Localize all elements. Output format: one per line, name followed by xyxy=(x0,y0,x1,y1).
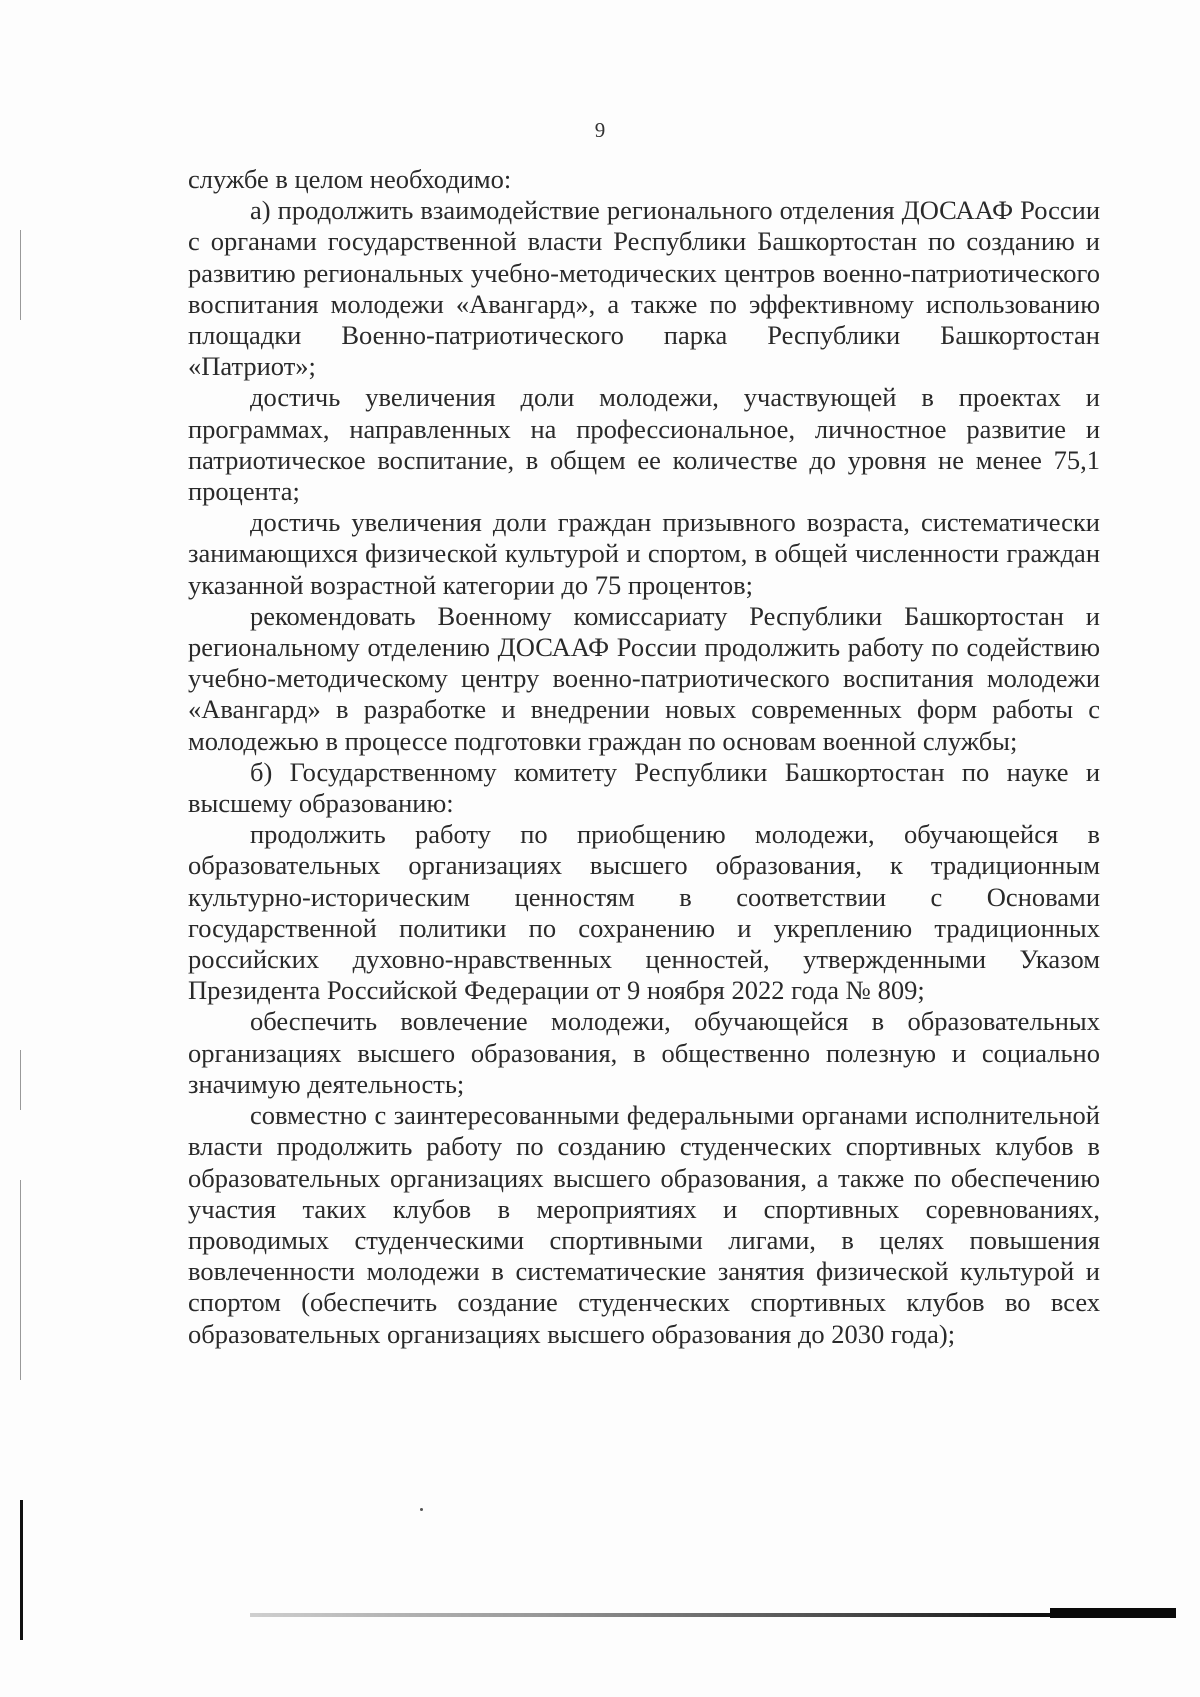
scan-artifact-left-top xyxy=(20,230,21,320)
paragraph-1: службе в целом необходимо: xyxy=(188,164,512,194)
paragraph-2: а) продолжить взаимодействие регионального отделения ДОСААФ России с органами государственной власти Республики Башкортостан по созданию и развитию региональных учебно-методических центров военно-патриотического воспитания молодежи «Авангард», а также по эффективному использованию площадки Военно-патриотического парка Республики Башкортостан «Патриот»; xyxy=(188,195,1100,382)
paragraph-7: продолжить работу по приобщению молодежи, обучающейся в образовательных организациях высшего образования, к традиционным культурно-историческим ценностям в соответствии с Основами государственной политики по сохранению и укреплению традиционных российских духовно-нравственных ценностей, утвержденными Указом Президента Российской Федерации от 9 ноября 2022 года № 809; xyxy=(188,819,1100,1006)
paragraph-4: достичь увеличения доли граждан призывного возраста, систематически занимающихся физической культурой и спортом, в общей численности граждан указанной возрастной категории до 75 процентов; xyxy=(188,507,1100,600)
paragraph-6: б) Государственному комитету Республики Башкортостан по науке и высшему образованию: xyxy=(188,756,1100,819)
scan-artifact-left-lower xyxy=(20,1180,21,1380)
scan-speck xyxy=(420,1508,423,1511)
paragraph-3: достичь увеличения доли молодежи, участвующей в проектах и программах, направленных на профессиональное, личностное развитие и патриотическое воспитание, в общем ее количестве до уровня не менее 75,1 процента; xyxy=(188,382,1100,507)
scan-artifact-bottom-line xyxy=(250,1613,1175,1617)
scan-artifact-bottom-bar xyxy=(1050,1608,1176,1618)
scan-artifact-left-mid xyxy=(20,1050,21,1110)
paragraph-9: совместно с заинтересованными федеральными органами исполнительной власти продолжить работу по созданию студенческих спортивных клубов в образовательных организациях высшего образования, а также по обеспечению участия таких клубов в мероприятиях и спортивных соревнованиях, проводимых студенческими спортивными лигами, в целях повышения вовлеченности молодежи в систематические занятия физической культурой и спортом (обеспечить создание студенческих спортивных клубов во всех образовательных организациях высшего образования до 2030 года); xyxy=(188,1100,1100,1349)
scan-artifact-left-edge xyxy=(20,1500,23,1640)
paragraph-5: рекомендовать Военному комиссариату Республики Башкортостан и региональному отделению ДОСААФ России продолжить работу по содействию учебно-методическому центру военно-патриотического воспитания молодежи «Авангард» в разработке и внедрении новых современных форм работы с молодежью в процессе подготовки граждан по основам военной службы; xyxy=(188,600,1100,756)
paragraph-8: обеспечить вовлечение молодежи, обучающейся в образовательных организациях высшего образования, в общественно полезную и социально значимую деятельность; xyxy=(188,1006,1100,1099)
page-number: 9 xyxy=(594,118,606,142)
document-body xyxy=(188,164,1100,1350)
